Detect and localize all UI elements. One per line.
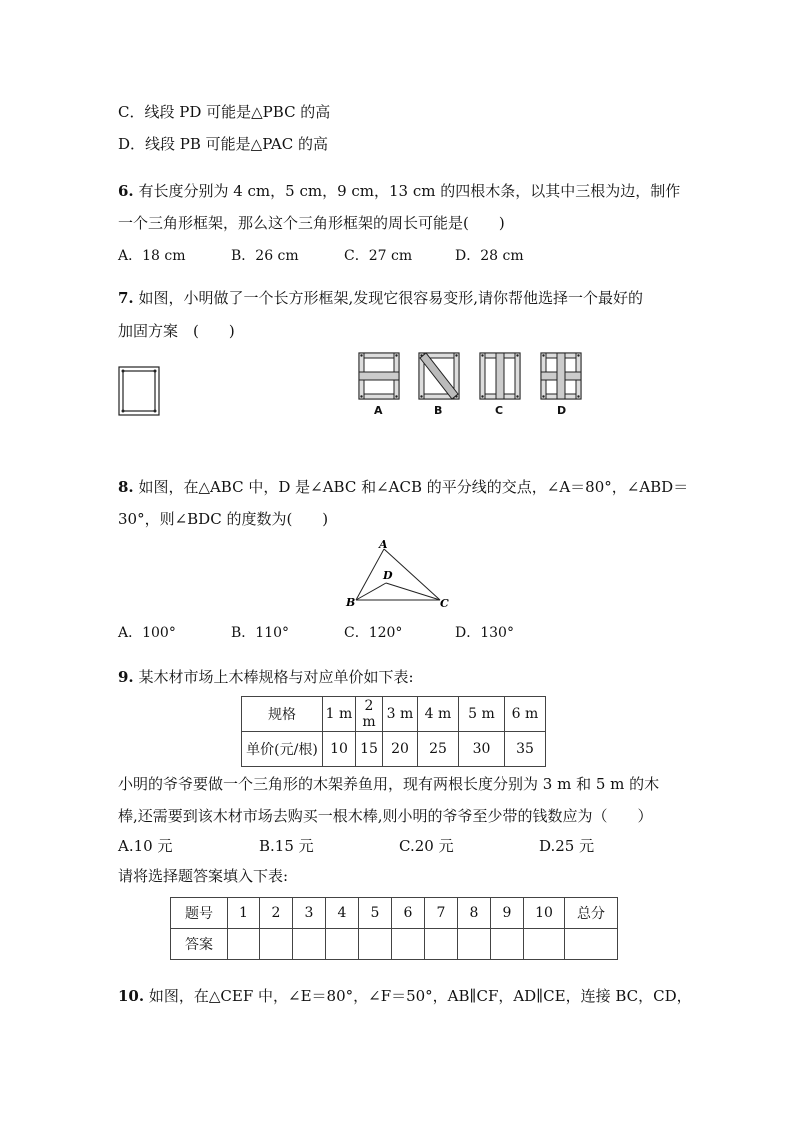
table-cell: 总分 — [565, 898, 618, 929]
q7-option-c-figure — [479, 352, 521, 400]
answer-table-answer-row — [171, 929, 618, 960]
q8-number: 8. — [118, 478, 134, 496]
answer-cell[interactable] — [293, 929, 326, 960]
q7-option-a-figure — [358, 352, 400, 400]
q8-option-d: D．130° — [455, 625, 514, 641]
q7-option-d-figure — [540, 352, 582, 400]
q8-option-c: C．120° — [344, 625, 403, 641]
answer-table-header-row — [171, 898, 618, 929]
table-cell: 3 — [293, 898, 326, 929]
answer-cell[interactable] — [425, 929, 458, 960]
q10-line1 — [118, 986, 692, 1006]
table-cell: 1 m — [323, 697, 356, 732]
answer-cell[interactable] — [565, 929, 618, 960]
table-cell: 5 — [359, 898, 392, 929]
q6-text1: 有长度分别为 4 cm，5 cm，9 cm，13 cm 的四根木条，以其中三根为边，制作 — [133, 182, 681, 200]
table-cell: 题号 — [171, 898, 228, 929]
q6-line2: 一个三角形框架，那么这个三角形框架的周长可能是( ) — [118, 214, 505, 232]
price-table-price-row — [242, 732, 546, 767]
q8-label-d: D — [383, 569, 393, 582]
q9-option-a: A.10 元 — [118, 837, 173, 855]
q8-line2: 30°，则∠BDC 的度数为( ) — [118, 510, 329, 528]
table-cell: 8 — [458, 898, 491, 929]
table-cell: 1 — [228, 898, 260, 929]
q7-text1: 如图，小明做了一个长方形框架,发现它很容易变形,请你帮他选择一个最好的 — [133, 289, 643, 307]
table-cell: 3 m — [383, 697, 418, 732]
answer-cell[interactable] — [260, 929, 293, 960]
table-cell: 20 — [383, 732, 418, 767]
q7-label-b: B — [434, 404, 443, 417]
answer-cell[interactable] — [458, 929, 491, 960]
answer-cell[interactable] — [228, 929, 260, 960]
table-cell: 5 m — [459, 697, 505, 732]
answer-table — [170, 897, 618, 960]
option-d: D．线段 PB 可能是△PAC 的高 — [118, 135, 329, 153]
q7-line2: 加固方案 ( ) — [118, 322, 235, 340]
q8-text1: 如图，在△ABC 中，D 是∠ABC 和∠ACB 的平分线的交点，∠A＝80°，∠ABD＝ — [133, 478, 689, 496]
answer-cell[interactable] — [491, 929, 524, 960]
q9-option-b: B.15 元 — [259, 837, 314, 855]
q8-label-a: A — [379, 538, 388, 551]
table-cell: 4 m — [418, 697, 459, 732]
q9-text1: 某木材市场上木棒规格与对应单价如下表: — [133, 668, 414, 686]
option-c: C．线段 PD 可能是△PBC 的高 — [118, 103, 331, 121]
table-cell: 6 m — [505, 697, 546, 732]
q8-label-c: C — [440, 597, 449, 610]
table-cell: 规格 — [242, 697, 323, 732]
q8-label-b: B — [346, 596, 356, 609]
answer-cell[interactable] — [392, 929, 425, 960]
q7-number: 7. — [118, 289, 134, 307]
price-table-header-row — [242, 697, 546, 732]
table-cell: 2 — [260, 898, 293, 929]
table-cell: 10 — [524, 898, 565, 929]
answer-sheet-instruction: 请将选择题答案填入下表: — [118, 867, 289, 885]
q7-label-c: C — [495, 404, 504, 417]
table-cell: 6 — [392, 898, 425, 929]
q8-triangle-figure — [340, 538, 460, 614]
answer-cell[interactable] — [326, 929, 359, 960]
q6-line1 — [118, 181, 680, 201]
q9-number: 9. — [118, 668, 134, 686]
q9-line2: 小明的爷爷要做一个三角形的木架养鱼用，现有两根长度分别为 3 m 和 5 m 的木 — [118, 775, 660, 793]
q9-option-d: D.25 元 — [539, 837, 595, 855]
q9-line3: 棒,还需要到该木材市场去购买一根木棒,则小明的爷爷至少带的钱数应为（ ） — [118, 807, 653, 825]
q7-label-d: D — [557, 404, 567, 417]
q7-figure-frame — [118, 366, 160, 416]
q6-option-b: B．26 cm — [231, 248, 299, 264]
q6-number: 6. — [118, 182, 134, 200]
q8-option-a: A．100° — [118, 625, 176, 641]
q7-line1 — [118, 288, 643, 308]
table-cell: 9 — [491, 898, 524, 929]
q8-option-b: B．110° — [231, 625, 290, 641]
table-cell: 10 — [323, 732, 356, 767]
table-cell: 答案 — [171, 929, 228, 960]
table-cell: 25 — [418, 732, 459, 767]
table-cell: 30 — [459, 732, 505, 767]
q10-text1: 如图，在△CEF 中，∠E＝80°，∠F＝50°，AB∥CF，AD∥CE，连接 BC，CD， — [144, 987, 692, 1005]
table-cell: 7 — [425, 898, 458, 929]
q7-label-a: A — [374, 404, 383, 417]
q10-number: 10. — [118, 987, 145, 1005]
table-cell: 4 — [326, 898, 359, 929]
q8-line1 — [118, 477, 688, 497]
q9-option-c: C.20 元 — [399, 837, 454, 855]
q6-option-c: C．27 cm — [344, 248, 413, 264]
price-table — [241, 696, 546, 767]
table-cell: 15 — [356, 732, 383, 767]
q6-option-a: A．18 cm — [118, 248, 186, 264]
table-cell: 35 — [505, 732, 546, 767]
answer-cell[interactable] — [359, 929, 392, 960]
q6-option-d: D．28 cm — [455, 248, 524, 264]
q7-option-b-figure — [418, 352, 460, 400]
table-cell: 2 m — [356, 697, 383, 732]
table-cell: 单价(元/根) — [242, 732, 323, 767]
answer-cell[interactable] — [524, 929, 565, 960]
q9-line1 — [118, 667, 414, 687]
